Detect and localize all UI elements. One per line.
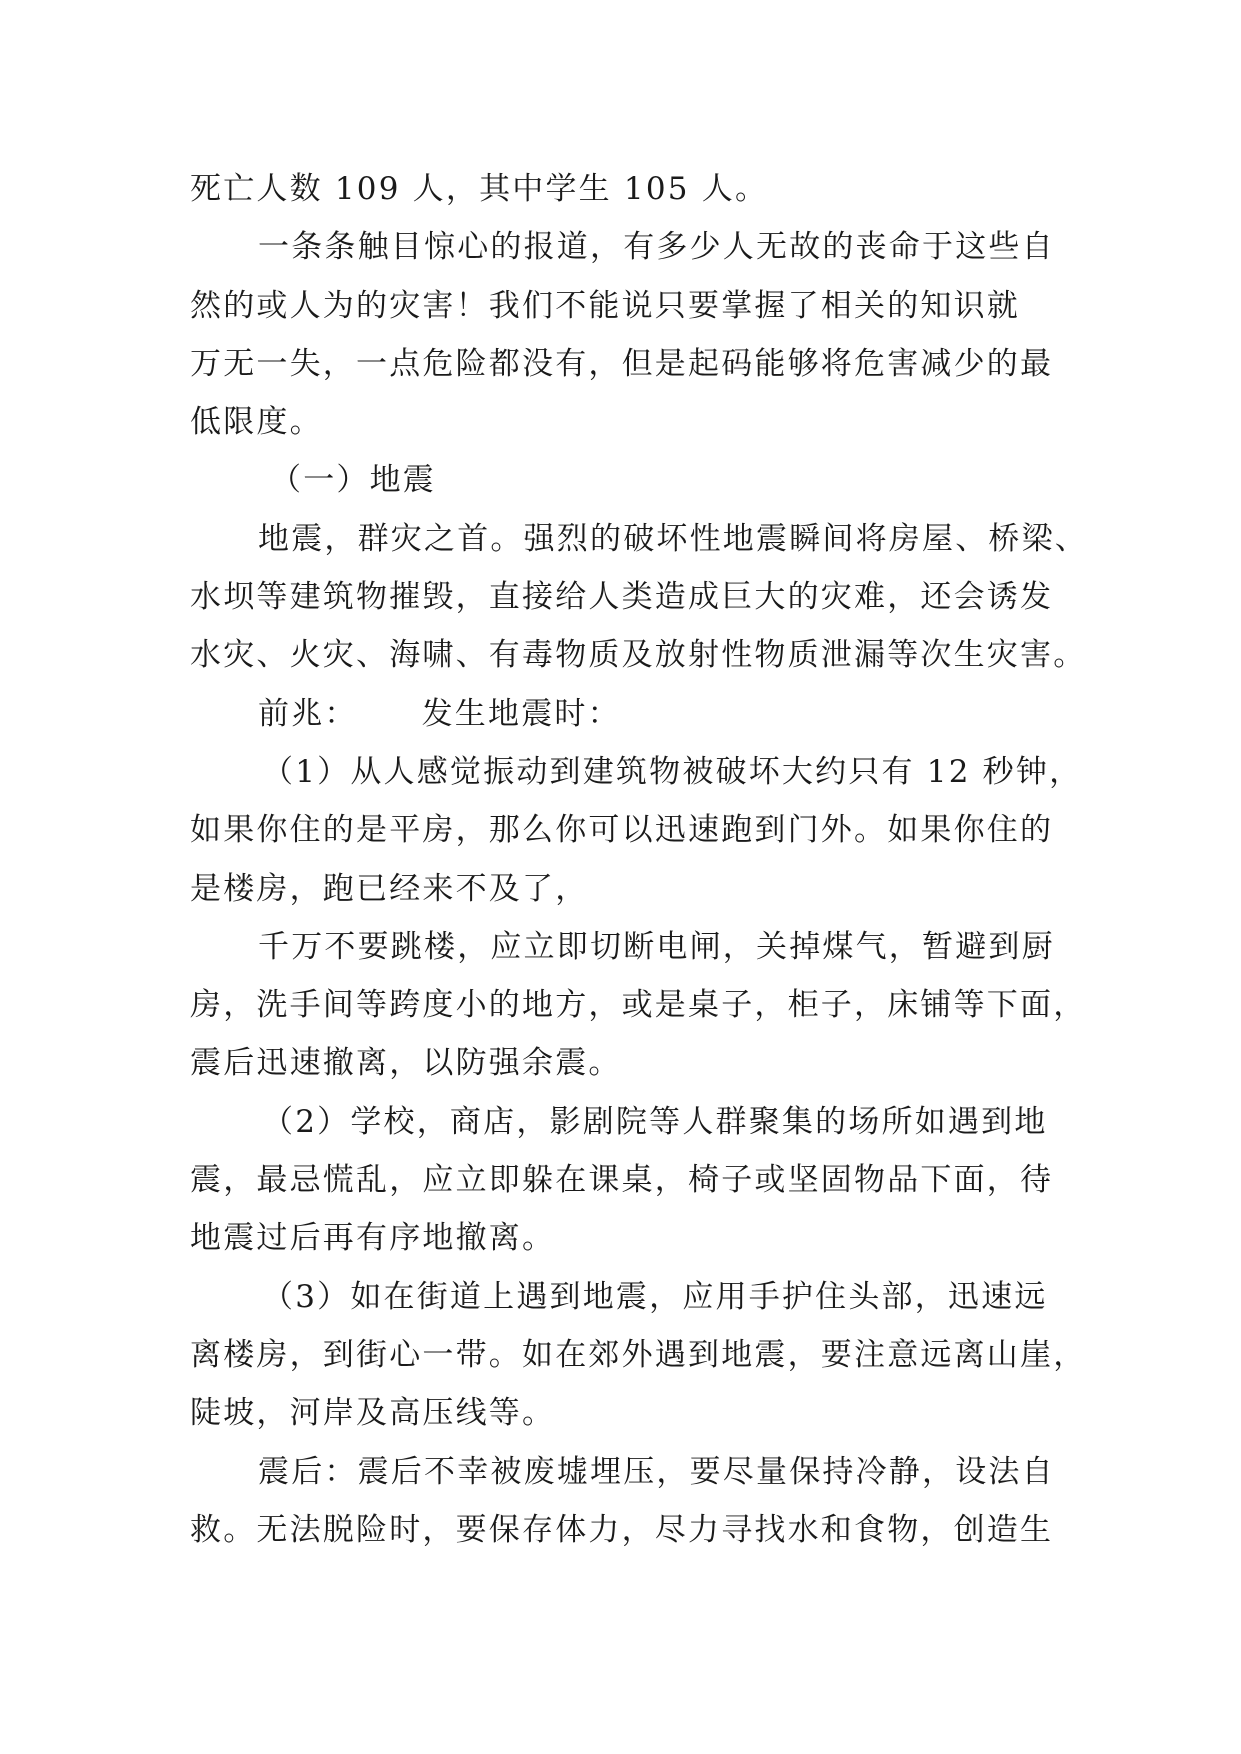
paragraph-line: 房，洗手间等跨度小的地方，或是桌子，柜子，床铺等下面， xyxy=(190,987,1087,1024)
subheading-line xyxy=(190,685,1070,743)
section-heading: （一）地震 xyxy=(270,462,436,499)
paragraph-line: 低限度。 xyxy=(190,404,323,441)
paragraph-line: （2）学校，商店，影剧院等人群聚集的场所如遇到地 xyxy=(262,1103,1048,1140)
paragraph-line: 万无一失，一点危险都没有，但是起码能够将危害减少的最 xyxy=(190,345,1054,382)
label-precursor: 前兆： xyxy=(258,695,358,732)
label-during-earthquake: 发生地震时： xyxy=(421,695,621,732)
paragraph-line: 水坝等建筑物摧毁，直接给人类造成巨大的灾难，还会诱发 xyxy=(190,579,1054,616)
paragraph-line: 一条条触目惊心的报道，有多少人无故的丧命于这些自 xyxy=(258,229,1055,266)
paragraph-line: （3）如在街道上遇到地震，应用手护住头部，迅速远 xyxy=(262,1278,1048,1315)
paragraph-line: 地震，群灾之首。强烈的破坏性地震瞬间将房屋、桥梁、 xyxy=(258,520,1088,557)
paragraph-line: 震，最忌慌乱，应立即躲在课桌，椅子或坚固物品下面，待 xyxy=(190,1162,1054,1199)
paragraph-line: 陡坡，河岸及高压线等。 xyxy=(190,1395,556,1432)
paragraph-line: （1）从人感觉振动到建筑物被破坏大约只有 12 秒钟， xyxy=(262,753,1083,790)
paragraph-line: 然的或人为的灾害！我们不能说只要掌握了相关的知识就 xyxy=(190,287,1020,324)
paragraph-line: 地震过后再有序地撤离。 xyxy=(190,1220,556,1257)
paragraph-line: 死亡人数 109 人，其中学生 105 人。 xyxy=(190,171,769,207)
paragraph-line: 水灾、火灾、海啸、有毒物质及放射性物质泄漏等次生灾害。 xyxy=(190,637,1087,674)
paragraph-line: 是楼房，跑已经来不及了， xyxy=(190,870,589,907)
paragraph-line: 离楼房，到街心一带。如在郊外遇到地震，要注意远离山崖， xyxy=(190,1336,1087,1373)
paragraph-line: 震后：震后不幸被废墟埋压，要尽量保持冷静，设法自 xyxy=(258,1453,1055,1490)
paragraph-line: 如果你住的是平房，那么你可以迅速跑到门外。如果你住的 xyxy=(190,812,1054,849)
paragraph-line: 千万不要跳楼，应立即切断电闸，关掉煤气，暂避到厨 xyxy=(258,928,1055,965)
document-body xyxy=(190,160,1088,1559)
paragraph-line: 救。无法脱险时，要保存体力，尽力寻找水和食物，创造生 xyxy=(190,1511,1054,1548)
paragraph-line: 震后迅速撤离，以防强余震。 xyxy=(190,1045,622,1082)
